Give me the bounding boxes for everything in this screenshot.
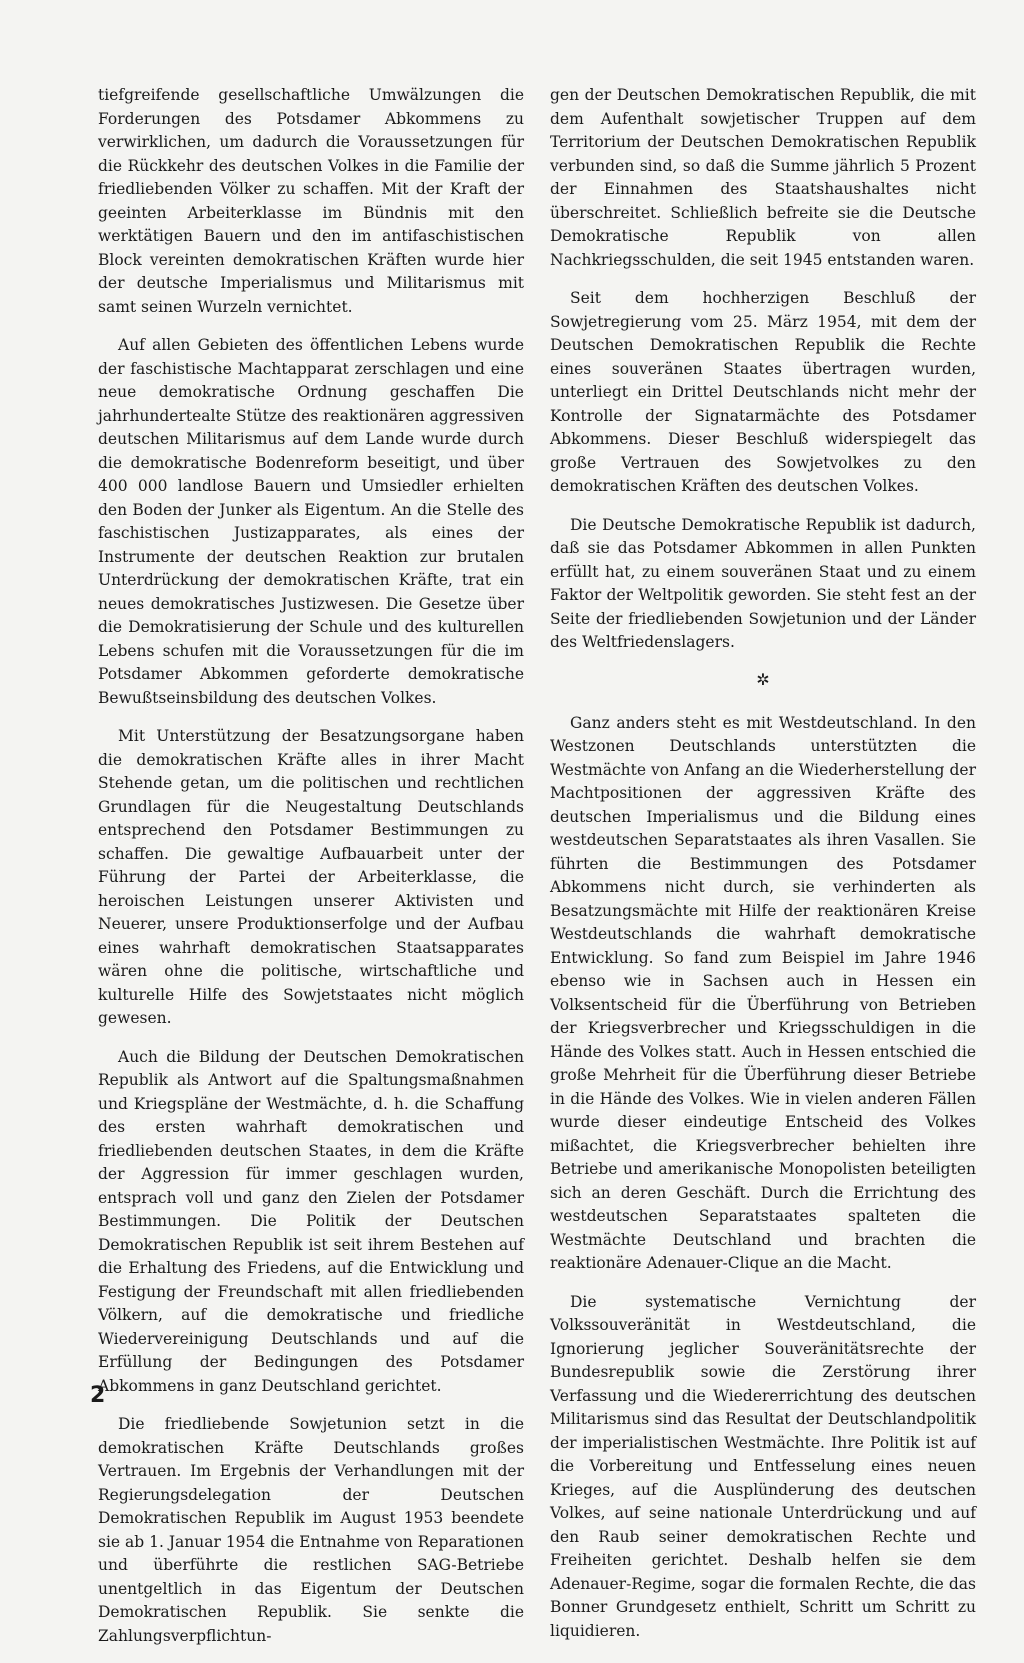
paragraph: Die friedliebende Sowjetunion setzt in die demokratischen Kräfte Deutschlands großes Vertrauen. Im Ergebnis der Verhandlungen mit der Regierungsdelegation der Deutschen Demokratischen Republik im August 1953 beendete sie ab 1. Januar 1954 die Entnahme von Reparationen und überführte die restlichen SAG-Betriebe unentgeltlich in das Eigentum der Deutschen Demokratischen Republik. Sie senkte die Zahlungsverpflichtun- [98,1415,525,1645]
section-separator-icon: ✲ [756,669,770,689]
paragraph: Die systematische Vernichtung der Volkssouveränität in Westdeutschland, die Ignorierung jeglicher Souveränitätsrechte der Bundesrepublik sowie die Zerstörung ihrer Verfassung und die Wiedererrichtung des deutschen Militarismus sind das Resultat der Deutschlandpolitik der imperialistischen Westmächte. Ihre Politik ist auf die Vorbereitung und Entfesselung eines neuen Krieges, auf die Ausplünderung des deutschen Volkes, auf seine nationale Unterdrückung und auf den Raub seiner demokratischen Rechte und Freiheiten gerichtet. Deshalb helfen sie dem Adenauer-Regime, sogar die formalen Rechte, die das Bonner Grundgesetz enthielt, Schritt um Schritt zu liquidieren. [550,1292,976,1640]
left-column [98,84,524,1663]
paragraph: Die Deutsche Demokratische Republik ist dadurch, daß sie das Potsdamer Abkommen in allen Punkten erfüllt hat, zu einem souveränen Staat und zu einem Faktor der Weltpolitik geworden. Sie steht fest an der Seite der friedliebenden Sowjetunion und der Länder des Weltfriedenslagers. [550,515,976,651]
paragraph: gen der Deutschen Demokratischen Republik, die mit dem Aufenthalt sowjetischer Truppen auf dem Territorium der Deutschen Demokratischen Republik verbunden sind, so daß die Summe jährlich 5 Prozent der Einnahmen des Staatshaushaltes nicht überschreitet. Schließlich befreite sie die Deutsche Demokratische Republik von allen Nachkriegsschulden, die seit 1945 entstanden waren. [550,86,976,269]
paragraph: Auf allen Gebieten des öffentlichen Lebens wurde der faschistische Machtapparat zerschlagen und eine neue demokratische Ordnung geschaffen Die jahrhundertealte Stütze des reaktionären aggressiven deutschen Militarismus auf dem Lande wurde durch die demokratische Bodenreform beseitigt, und über 400 000 landlose Bauern und Umsiedler erhielten den Boden der Junker als Eigentum. An die Stelle des faschistischen Justizapparates, als eines der Instrumente der deutschen Reaktion zur brutalen Unterdrückung der demokratischen Kräfte, trat ein neues demokratisches Justizwesen. Die Gesetze über die Demokratisierung der Schule und des kulturellen Lebens schufen mit die Voraussetzungen für die im Potsdamer Abkommen geforderte demokratische Bewußtseinsbildung des deutschen Volkes. [98,336,525,707]
paragraph: Auch die Bildung der Deutschen Demokratischen Republik als Antwort auf die Spaltungsmaßnahmen und Kriegspläne der Westmächte, d. h. die Schaffung des ersten wahrhaft demokratischen und friedliebenden deutschen Staates, in dem die Kräfte der Aggression für immer geschlagen wurden, entsprach voll und ganz den Zielen der Potsdamer Bestimmungen. Die Politik der Deutschen Demokratischen Republik ist seit ihrem Bestehen auf die Erhaltung des Friedens, auf die Entwicklung und Festigung der Freundschaft mit allen friedliebenden Völkern, auf die demokratische und friedliche Wiedervereinigung Deutschlands und auf die Erfüllung der Bedingungen des Potsdamer Abkommens in ganz Deutschland gerichtet. [98,1047,524,1395]
page-number: 2 [90,1383,106,1408]
paragraph: Mit Unterstützung der Besatzungsorgane haben die demokratischen Kräfte alles in ihrer Macht Stehende getan, um die politischen und rechtlichen Grundlagen für die Neugestaltung Deutschlands entsprechend den Potsdamer Bestimmungen zu schaffen. Die gewaltige Aufbauarbeit unter der Führung der Partei der Arbeiterklasse, die heroischen Leistungen unserer Aktivisten und Neuerer, unsere Produktionserfolge und der Aufbau eines wahrhaft demokratischen Staatsapparates wären ohne die politische, wirtschaftliche und kulturelle Hilfe des Sowjetstaates nicht möglich gewesen. [98,727,524,1027]
paragraph: Ganz anders steht es mit Westdeutschland. In den Westzonen Deutschlands unterstützten die Westmächte von Anfang an die Wiederherstellung der Machtpositionen der aggressiven Kräfte des deutschen Imperialismus und die Bildung eines westdeutschen Separatstaates als ihren Vasallen. Sie führten die Bestimmungen des Potsdamer Abkommens nicht durch, sie verhinderten als Besatzungsmächte mit Hilfe der reaktionären Kreise Westdeutschlands die wahrhaft demokratische Entwicklung. So fand zum Beispiel im Jahre 1946 ebenso wie in Sachsen auch in Hessen ein Volksentscheid für die Überführung von Betrieben der Kriegsverbrecher und Kriegsschuldigen in die Hände des Volkes statt. Auch in Hessen entschied die große Mehrheit für die Überführung dieser Betriebe in die Hände des Volkes. Wie in vielen anderen Fällen wurde dieser eindeutige Entscheid des Volkes mißachtet, die Kriegsverbrecher behielten ihre Betriebe und amerikanische Monopolisten beteiligten sich an deren Geschäft. Durch die Errichtung des westdeutschen Separatstaates spalteten die Westmächte Deutschland und brachten die reaktionäre Adenauer-Clique an die Macht. [550,713,976,1272]
paragraph: tiefgreifende gesellschaftliche Umwälzungen die Forderungen des Potsdamer Abkommens zu verwirklichen, um dadurch die Voraussetzungen für die Rückkehr des deutschen Volkes in die Familie der friedliebenden Völker zu schaffen. Mit der Kraft der geeinten Arbeiterklasse im Bündnis mit den werktätigen Bauern und den im antifaschistischen Block vereinten demokratischen Kräften wurde hier der deutsche Imperialismus und Militarismus mit samt seinen Wurzeln vernichtet. [98,86,524,316]
paragraph: Seit dem hochherzigen Beschluß der Sowjetregierung vom 25. März 1954, mit dem der Deutschen Demokratischen Republik die Rechte eines souveränen Staates übertragen wurden, unterliegt ein Drittel Deutschlands nicht mehr der Kontrolle der Signatarmächte des Potsdamer Abkommens. Dieser Beschluß widerspiegelt das große Vertrauen des Sowjetvolkes zu den demokratischen Kräften des deutschen Volkes. [550,289,976,495]
right-column [550,84,976,1658]
